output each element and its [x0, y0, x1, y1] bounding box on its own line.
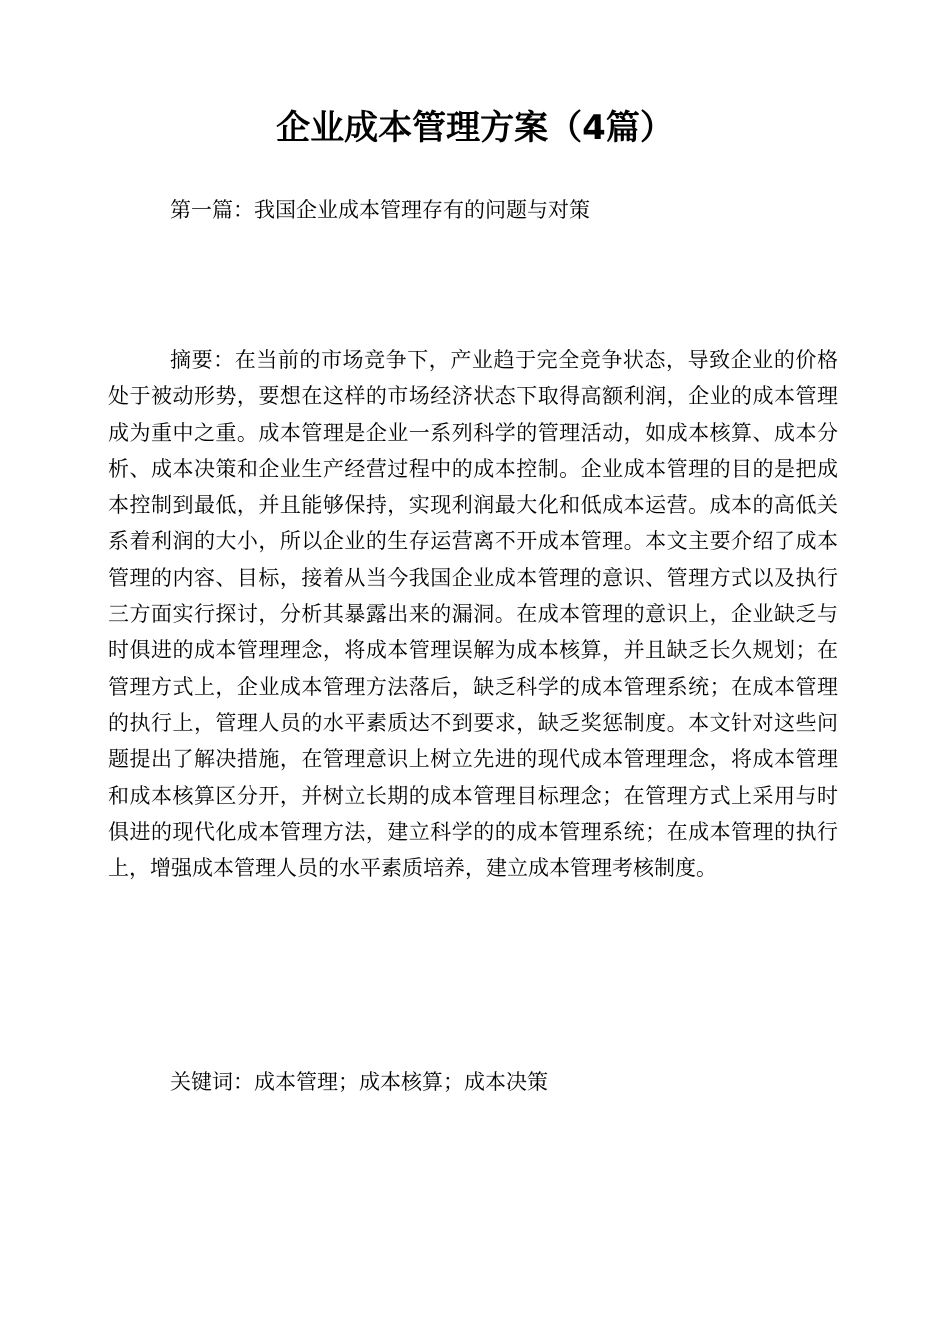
document-title: 企业成本管理方案（4篇） [276, 108, 674, 148]
chapter-heading: 第一篇：我国企业成本管理存有的问题与对策 [170, 198, 590, 222]
keywords-line: 关键词：成本管理；成本核算；成本决策 [170, 1070, 548, 1094]
abstract-paragraph: 摘要：在当前的市场竞争下，产业趋于完全竞争状态，导致企业的价格处于被动形势，要想在这样的市场经济状态下取得高额利润，企业的成本管理成为重中之重。成本管理是企业一系列科学的管理活动，如成本核算、成本分析、成本决策和企业生产经营过程中的成本控制。企业成本管理的目的是把成本控制到最低，并且能够保持，实现利润最大化和低成本运营。成本的高低关系着利润的大小，所以企业的生存运营离不开成本管理。本文主要介绍了成本管理的内容、目标，接着从当今我国企业成本管理的意识、管理方式以及执行三方面实行探讨，分析其暴露出来的漏洞。在成本管理的意识上，企业缺乏与时俱进的成本管理理念，将成本管理误解为成本核算，并且缺乏长久规划；在管理方式上，企业成本管理方法落后，缺乏科学的成本管理系统；在成本管理的执行上，管理人员的水平素质达不到要求，缺乏奖惩制度。本文针对这些问题提出了解决措施，在管理意识上树立先进的现代成本管理理念，将成本管理和成本核算区分开，并树立长期的成本管理目标理念；在管理方式上采用与时俱进的现代化成本管理方法，建立科学的的成本管理系统；在成本管理的执行上，增强成本管理人员的水平素质培养，建立成本管理考核制度。 [108, 348, 838, 881]
